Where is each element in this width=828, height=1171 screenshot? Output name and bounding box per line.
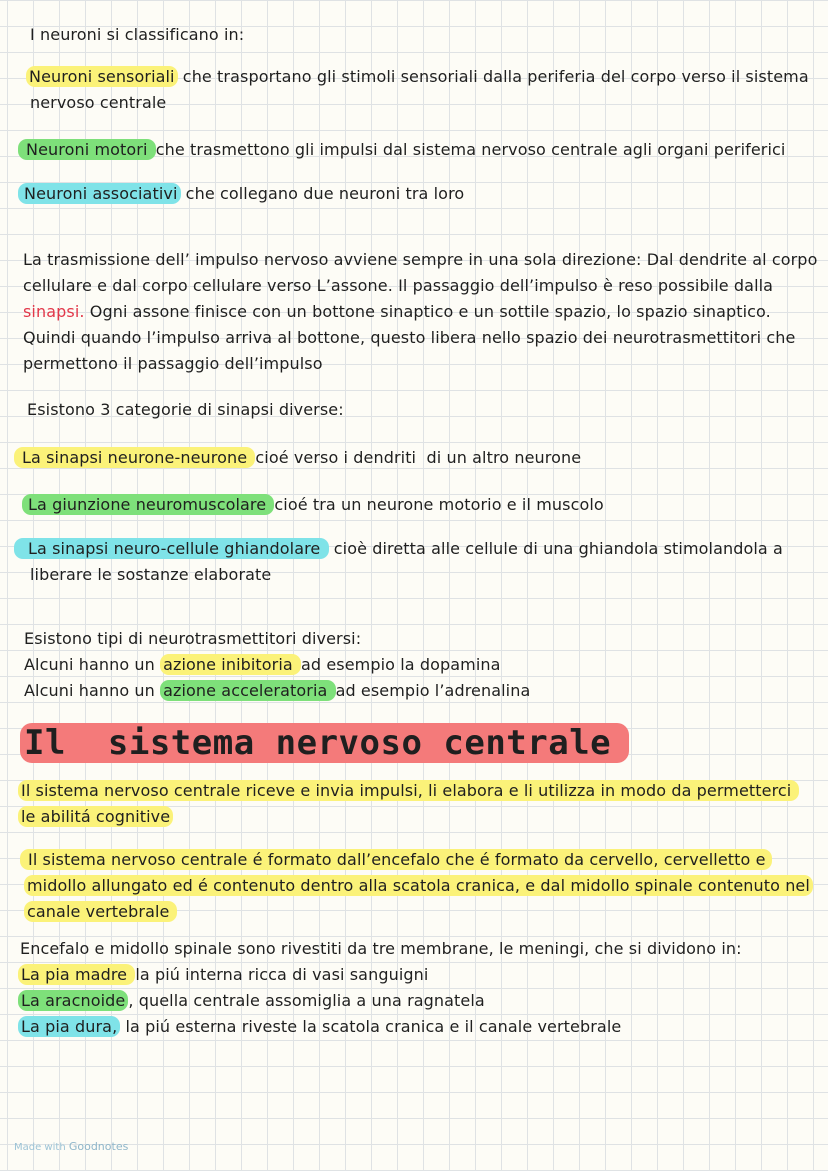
transmission-line-4: Quindi quando l’impulso arriva al bottone, questo libera nello spazio dei neurotrasmettitori che <box>23 328 796 347</box>
synapse-item-3-desc: cioè diretta alle cellule di una ghiandola stimolandola a <box>328 539 783 558</box>
synapse-item-1 <box>14 445 581 471</box>
neuron-motor-term: Neuroni motori <box>18 139 156 160</box>
meninges-item-3-term: La pia dura, <box>18 1016 120 1037</box>
transmission-line-2: cellulare e dal corpo cellulare verso L’assone. Il passaggio dell’impulso è reso possibile dalla <box>23 276 774 295</box>
neurotransmitter-item-1 <box>24 652 501 678</box>
synapse-intro: Esistono 3 categorie di sinapsi diverse: <box>27 400 344 419</box>
neuron-sensory-term: Neuroni sensoriali <box>26 66 178 87</box>
transmission-line-1: La trasmissione dell’ impulso nervoso avviene sempre in una sola direzione: Dal dendrite al corpo <box>23 250 818 269</box>
watermark-brand: Goodnotes <box>68 1140 129 1153</box>
synapse-item-1-term: La sinapsi neurone-neurone <box>14 447 255 468</box>
neurotransmitter-item-2-pre: Alcuni hanno un <box>24 681 161 700</box>
transmission-line-3 <box>23 299 771 325</box>
meninges-item-2 <box>18 988 485 1014</box>
watermark-prefix: Made with <box>14 1142 69 1153</box>
meninges-item-1 <box>18 962 428 988</box>
cns-p2-line-1 <box>20 847 772 873</box>
synapse-item-1-desc: cioé verso i dendriti di un altro neurone <box>255 448 582 467</box>
synapse-keyword: sinapsi. <box>23 302 85 321</box>
cns-p1-line-2-text: le abilitá cognitive <box>18 806 173 827</box>
cns-p2-line-3-text: canale vertebrale <box>24 901 177 922</box>
neuron-motor-line <box>18 137 785 163</box>
cns-p1-line-1 <box>18 778 799 804</box>
synapse-item-3-term: La sinapsi neuro-cellule ghiandolare <box>14 538 329 559</box>
transmission-line-3-rest: Ogni assone finisce con un bottone sinaptico e un sottile spazio, lo spazio sinaptico. <box>84 302 771 321</box>
intro-text: I neuroni si classificano in: <box>30 25 245 44</box>
inhibitory-term: azione inibitoria <box>160 654 301 675</box>
meninges-item-1-term: La pia madre <box>18 964 135 985</box>
cns-p2-line-2 <box>24 873 813 899</box>
acceleratory-term: azione acceleratoria <box>160 680 336 701</box>
neuron-assoc-line <box>18 181 464 207</box>
neuron-sensory-desc: che trasportano gli stimoli sensoriali dalla periferia del corpo verso il sistema <box>177 67 809 86</box>
meninges-item-1-desc: la piú interna ricca di vasi sanguigni <box>135 965 429 984</box>
cns-p1-line-2 <box>18 804 173 830</box>
synapse-item-3-desc-cont: liberare le sostanze elaborate <box>30 565 272 584</box>
synapse-item-2 <box>22 492 604 518</box>
cns-p2-line-1-text: Il sistema nervoso centrale é formato dall’encefalo che é formato da cervello, cervelletto e <box>20 849 772 870</box>
neurotransmitter-item-1-pre: Alcuni hanno un <box>24 655 161 674</box>
synapse-item-2-term: La giunzione neuromuscolare <box>22 494 274 515</box>
cns-p2-line-3 <box>24 899 177 925</box>
neuron-motor-desc: che trasmettono gli impulsi dal sistema nervoso centrale agli organi periferici <box>155 140 786 159</box>
transmission-line-5: permettono il passaggio dell’impulso <box>23 354 323 373</box>
neurotransmitters-intro: Esistono tipi di neurotrasmettitori diversi: <box>24 629 362 648</box>
synapse-item-3 <box>14 536 783 562</box>
section-heading-text: Il sistema nervoso centrale <box>20 723 629 763</box>
cns-p1-line-1-text: Il sistema nervoso centrale riceve e invia impulsi, li elabora e li utilizza in modo da permetterci <box>18 780 799 801</box>
neurotransmitter-item-2-post: ad esempio l’adrenalina <box>335 681 531 700</box>
neurotransmitter-item-1-post: ad esempio la dopamina <box>301 655 501 674</box>
meninges-item-3-desc: la piú esterna riveste la scatola cranica e il canale vertebrale <box>120 1017 622 1036</box>
meninges-item-3 <box>18 1014 621 1040</box>
neuron-assoc-desc: che collegano due neuroni tra loro <box>180 184 465 203</box>
neurotransmitter-item-2 <box>24 678 530 704</box>
neuron-assoc-term: Neuroni associativi <box>18 183 181 204</box>
meninges-intro: Encefalo e midollo spinale sono rivestiti da tre membrane, le meningi, che si dividono in: <box>20 939 742 958</box>
section-heading <box>20 720 629 766</box>
neuron-sensory-line <box>26 64 809 90</box>
cns-p2-line-2-text: midollo allungato ed é contenuto dentro alla scatola cranica, e dal midollo spinale contenuto nel <box>24 875 813 896</box>
meninges-item-2-term: La aracnoide <box>18 990 128 1011</box>
neuron-sensory-desc-cont: nervoso centrale <box>30 93 167 112</box>
goodnotes-watermark <box>14 1140 128 1153</box>
meninges-item-2-desc: , quella centrale assomiglia a una ragnatela <box>128 991 485 1010</box>
synapse-item-2-desc: cioé tra un neurone motorio e il muscolo <box>274 495 604 514</box>
